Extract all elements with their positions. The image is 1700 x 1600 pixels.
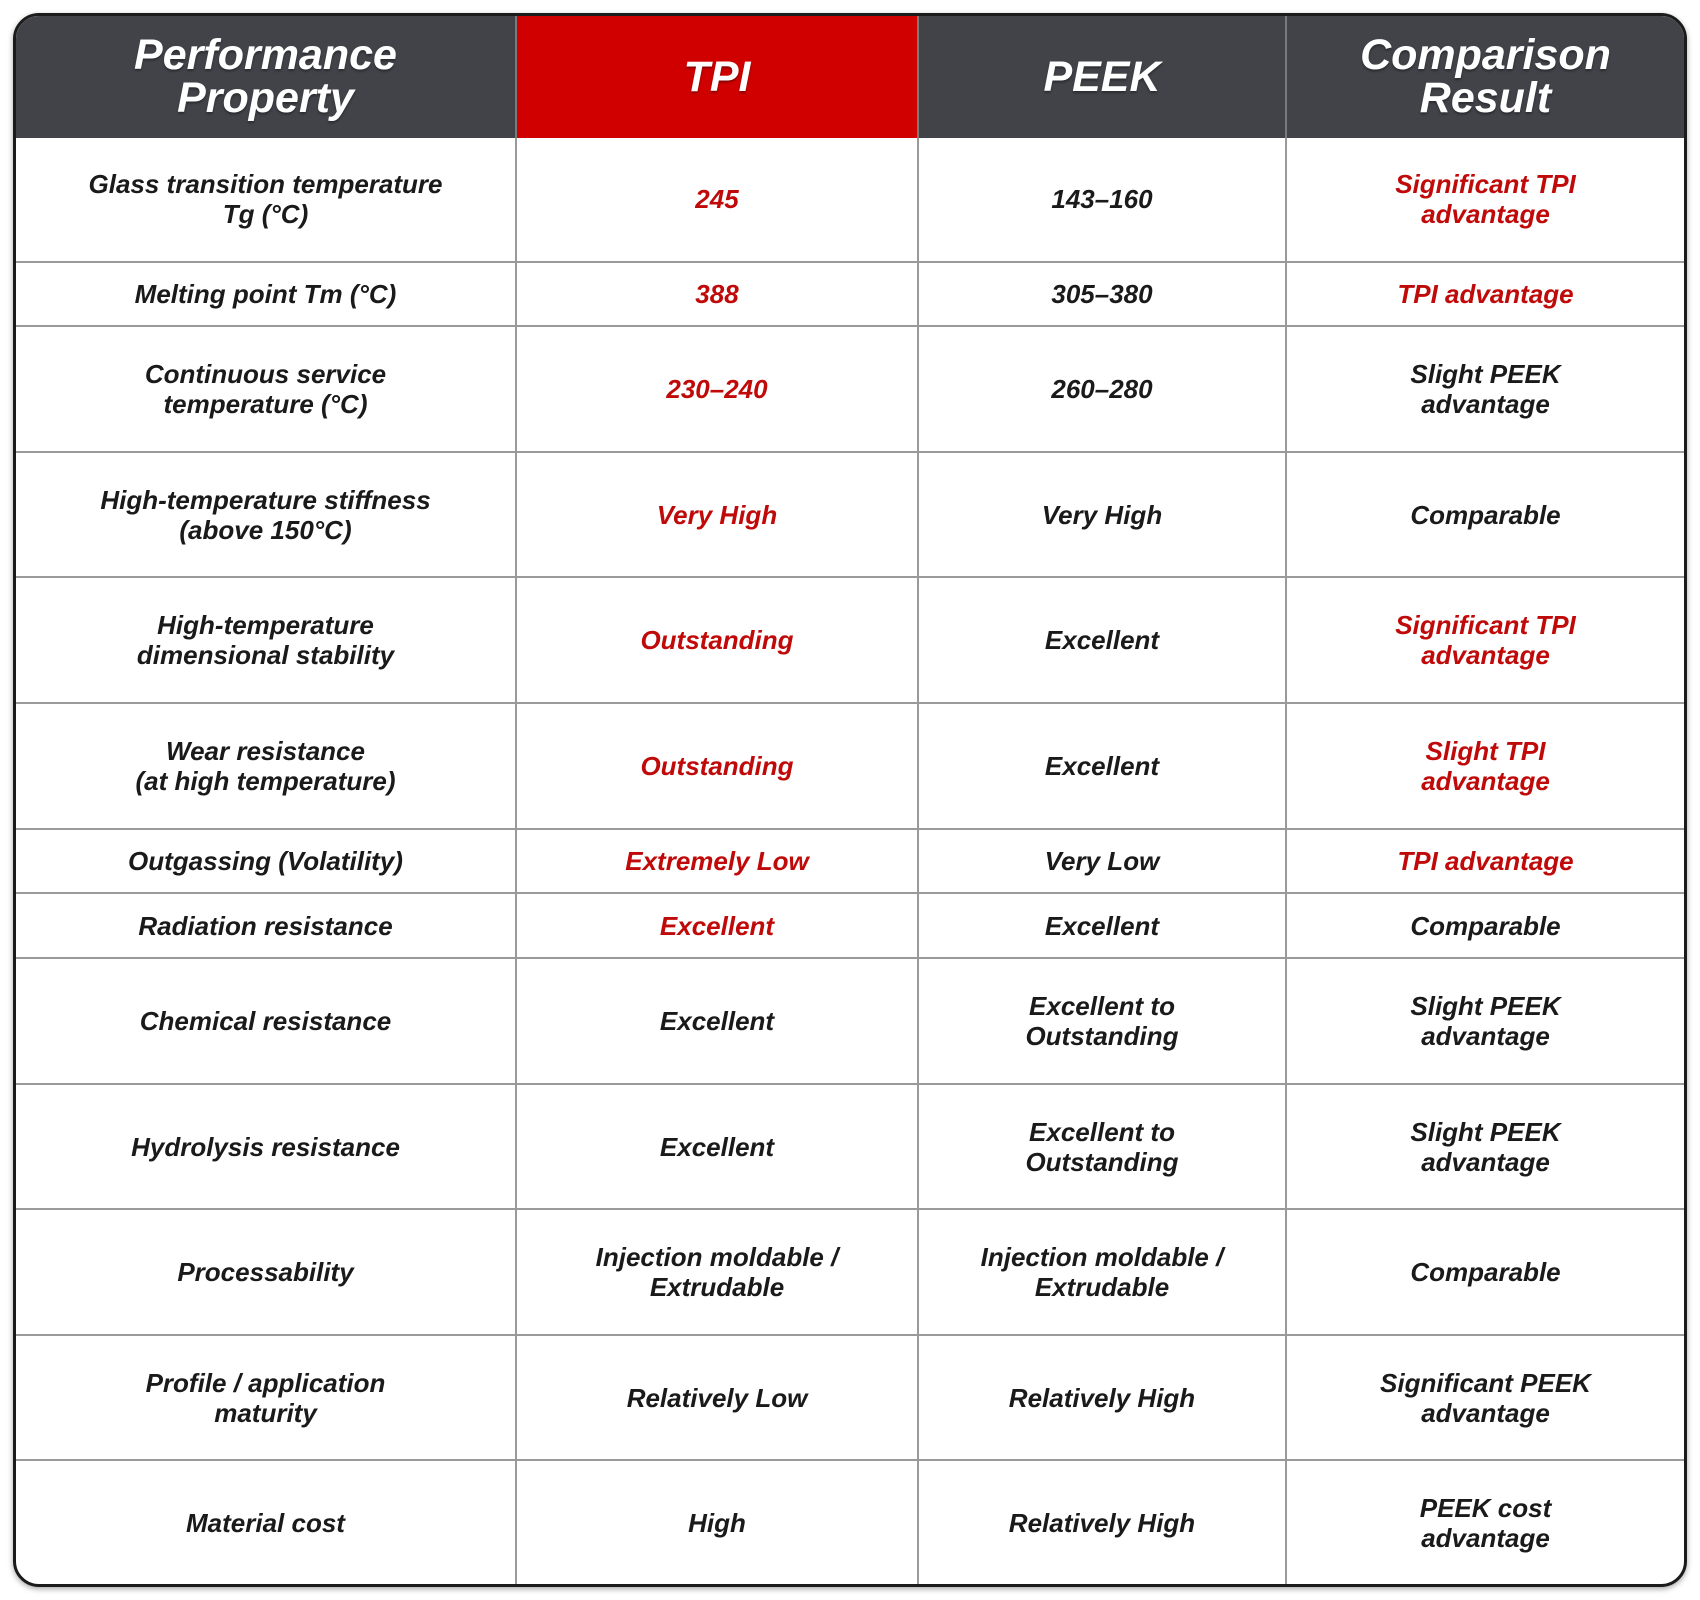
cell-result-line: Significant PEEK: [1380, 1367, 1591, 1398]
cell-property: [16, 703, 516, 829]
cell-property-line: Radiation resistance: [138, 910, 393, 941]
header-result: [1286, 16, 1684, 138]
cell-property-line: Melting point Tm (°C): [134, 278, 397, 309]
cell-result-line: Significant TPI: [1395, 610, 1576, 641]
cell-result-line: advantage: [1421, 199, 1550, 230]
cell-tpi-line: 245: [695, 184, 739, 215]
cell-result: [1286, 326, 1684, 452]
cell-tpi: [516, 958, 918, 1084]
cell-tpi-line: Injection moldable /: [595, 1242, 839, 1273]
cell-tpi-line: Very High: [656, 499, 778, 530]
cell-property-line: Hydrolysis resistance: [131, 1131, 400, 1162]
cell-peek: [918, 326, 1286, 452]
cell-peek: [918, 1084, 1286, 1210]
header-property-line: Property: [177, 74, 354, 122]
cell-result-line: Comparable: [1410, 499, 1561, 530]
cell-property: [16, 452, 516, 578]
cell-property-line: (at high temperature): [135, 765, 396, 796]
cell-property: [16, 1460, 516, 1584]
cell-peek: [918, 1460, 1286, 1584]
cell-property: [16, 1335, 516, 1461]
table-row: [16, 829, 1684, 894]
cell-result: [1286, 1209, 1684, 1335]
cell-peek-line: Injection moldable /: [980, 1242, 1224, 1273]
cell-property-line: temperature (°C): [163, 389, 368, 420]
cell-peek: [918, 262, 1286, 327]
cell-tpi: [516, 703, 918, 829]
cell-property-line: Profile / application: [145, 1367, 386, 1398]
cell-result-line: advantage: [1421, 1020, 1550, 1051]
cell-tpi-line: Extremely Low: [625, 845, 809, 876]
table-row: [16, 1084, 1684, 1210]
cell-peek-line: Relatively High: [1008, 1382, 1196, 1413]
cell-result: [1286, 262, 1684, 327]
cell-tpi: [516, 577, 918, 703]
cell-tpi: [516, 1335, 918, 1461]
cell-result-line: Significant TPI: [1395, 169, 1576, 200]
cell-result-line: advantage: [1421, 1397, 1550, 1428]
cell-result-line: advantage: [1421, 1146, 1550, 1177]
cell-peek-line: Relatively High: [1008, 1507, 1196, 1538]
cell-peek-line: 305–380: [1051, 278, 1153, 309]
cell-result: [1286, 1460, 1684, 1584]
cell-result: [1286, 703, 1684, 829]
header-property: [16, 16, 516, 138]
header-result-line: Result: [1419, 74, 1552, 122]
cell-peek-line: 260–280: [1051, 374, 1153, 405]
cell-property-line: Glass transition temperature: [88, 169, 443, 200]
cell-property: [16, 829, 516, 894]
cell-tpi: [516, 452, 918, 578]
cell-peek-line: Excellent: [1044, 910, 1160, 941]
cell-tpi: [516, 326, 918, 452]
header-property-line: Performance: [134, 31, 397, 79]
cell-peek-line: Very High: [1041, 499, 1163, 530]
cell-result: [1286, 1084, 1684, 1210]
table-row: [16, 1209, 1684, 1335]
comparison-table-frame: [13, 13, 1687, 1587]
cell-result-line: Slight PEEK: [1410, 990, 1561, 1021]
table-row: [16, 893, 1684, 958]
cell-property-line: High-temperature stiffness: [100, 484, 431, 515]
cell-result: [1286, 958, 1684, 1084]
cell-tpi-line: 230–240: [666, 374, 768, 405]
cell-tpi-line: Excellent: [659, 1005, 775, 1036]
header-result-line: Comparison: [1360, 31, 1611, 79]
cell-result-line: Comparable: [1410, 1257, 1561, 1288]
header-row: [16, 16, 1684, 138]
table-row: [16, 262, 1684, 327]
cell-property: [16, 326, 516, 452]
cell-property: [16, 1209, 516, 1335]
cell-result: [1286, 138, 1684, 262]
cell-peek: [918, 893, 1286, 958]
cell-tpi-line: Extrudable: [649, 1272, 785, 1303]
cell-result-line: TPI advantage: [1397, 845, 1574, 876]
cell-result-line: advantage: [1421, 389, 1550, 420]
table-body: [16, 138, 1684, 1584]
cell-result: [1286, 577, 1684, 703]
cell-property-line: Material cost: [186, 1507, 345, 1538]
cell-peek-line: Outstanding: [1025, 1020, 1179, 1051]
cell-property-line: Tg (°C): [222, 199, 309, 230]
cell-property-line: (above 150°C): [179, 514, 352, 545]
cell-result-line: Slight PEEK: [1410, 1116, 1561, 1147]
cell-tpi: [516, 1209, 918, 1335]
cell-result: [1286, 1335, 1684, 1461]
cell-tpi-line: 388: [695, 278, 739, 309]
cell-peek: [918, 958, 1286, 1084]
cell-property-line: Chemical resistance: [139, 1005, 392, 1036]
cell-tpi: [516, 1084, 918, 1210]
cell-property: [16, 138, 516, 262]
table-row: [16, 1460, 1684, 1584]
header-peek: [918, 16, 1286, 138]
cell-result: [1286, 829, 1684, 894]
table-row: [16, 1335, 1684, 1461]
cell-property: [16, 577, 516, 703]
cell-peek: [918, 577, 1286, 703]
cell-property: [16, 958, 516, 1084]
cell-peek: [918, 1335, 1286, 1461]
cell-peek-line: Very Low: [1044, 845, 1160, 876]
cell-peek: [918, 703, 1286, 829]
cell-peek: [918, 138, 1286, 262]
cell-result-line: advantage: [1421, 1522, 1550, 1553]
cell-result-line: Comparable: [1410, 910, 1561, 941]
cell-property-line: dimensional stability: [136, 640, 395, 671]
comparison-table: [16, 16, 1684, 1584]
table-row: [16, 138, 1684, 262]
cell-result-line: advantage: [1421, 640, 1550, 671]
cell-tpi-line: Excellent: [659, 910, 775, 941]
table-row: [16, 958, 1684, 1084]
cell-peek-line: Excellent to: [1029, 1116, 1175, 1147]
cell-tpi: [516, 1460, 918, 1584]
cell-tpi: [516, 829, 918, 894]
cell-peek-line: 143–160: [1051, 184, 1153, 215]
cell-peek-line: Extrudable: [1034, 1272, 1170, 1303]
header-peek-label: PEEK: [1043, 52, 1161, 101]
cell-property-line: High-temperature: [157, 610, 374, 641]
cell-property-line: Wear resistance: [166, 735, 365, 766]
table-row: [16, 577, 1684, 703]
cell-tpi-line: Outstanding: [640, 750, 794, 781]
cell-tpi: [516, 893, 918, 958]
cell-tpi-line: High: [688, 1507, 746, 1538]
header-tpi: [516, 16, 918, 138]
cell-peek-line: Excellent to: [1029, 990, 1175, 1021]
cell-property: [16, 1084, 516, 1210]
cell-peek-line: Excellent: [1044, 625, 1160, 656]
cell-tpi: [516, 138, 918, 262]
cell-result: [1286, 893, 1684, 958]
cell-peek-line: Excellent: [1044, 750, 1160, 781]
table-row: [16, 326, 1684, 452]
cell-property-line: Continuous service: [144, 359, 387, 390]
cell-property: [16, 262, 516, 327]
header-tpi-label: TPI: [683, 52, 751, 101]
cell-result-line: Slight PEEK: [1410, 359, 1561, 390]
cell-property-line: Processability: [177, 1257, 354, 1288]
cell-property: [16, 893, 516, 958]
table-row: [16, 703, 1684, 829]
cell-peek-line: Outstanding: [1025, 1146, 1179, 1177]
cell-result: [1286, 452, 1684, 578]
cell-tpi: [516, 262, 918, 327]
cell-peek: [918, 452, 1286, 578]
cell-tpi-line: Relatively Low: [626, 1382, 808, 1413]
cell-result-line: Slight TPI: [1425, 735, 1546, 766]
cell-property-line: maturity: [214, 1397, 317, 1428]
cell-peek: [918, 829, 1286, 894]
cell-result-line: PEEK cost: [1419, 1492, 1552, 1523]
cell-result-line: TPI advantage: [1397, 278, 1574, 309]
cell-property-line: Outgassing (Volatility): [128, 845, 403, 876]
table-row: [16, 452, 1684, 578]
cell-tpi-line: Outstanding: [640, 625, 794, 656]
cell-tpi-line: Excellent: [659, 1131, 775, 1162]
cell-result-line: advantage: [1421, 765, 1550, 796]
cell-peek: [918, 1209, 1286, 1335]
